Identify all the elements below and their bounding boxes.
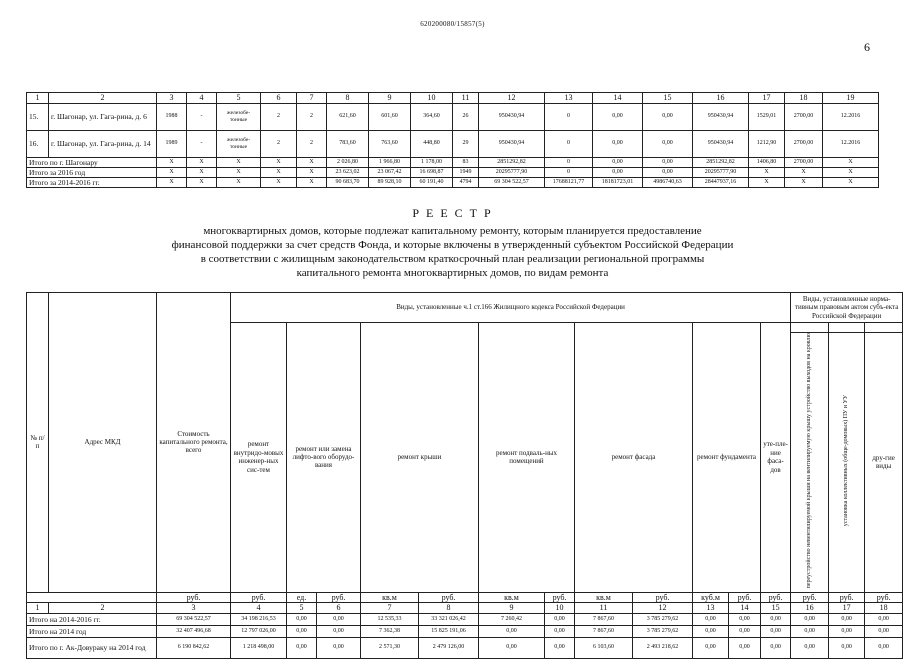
table-cell: 1988 xyxy=(157,103,187,130)
header-internal-systems: ремонт внутридо-мовых инженер-ных сис-тем xyxy=(231,323,287,593)
table-cell: 6 103,60 xyxy=(575,637,633,658)
table-cell: 7 867,60 xyxy=(575,625,633,637)
table-cell: X xyxy=(217,157,261,167)
table-cell: 2 026,80 xyxy=(327,157,369,167)
table-cell: 16 xyxy=(791,603,829,614)
table-cell: 950430,94 xyxy=(693,103,749,130)
table-cell: 0 xyxy=(545,130,593,157)
table-row xyxy=(27,167,879,177)
table-cell: X xyxy=(217,167,261,177)
table-cell: 2 xyxy=(261,103,297,130)
table-cell: 0,00 xyxy=(791,613,829,625)
table-cell: 17 xyxy=(829,603,865,614)
table-cell: руб. xyxy=(157,592,231,603)
table-cell: 0,00 xyxy=(593,167,643,177)
table-cell: 9 xyxy=(369,93,411,104)
table-cell: железобе-тонные xyxy=(217,130,261,157)
table-cell: 1 xyxy=(27,603,49,614)
table-cell: 1529,01 xyxy=(749,103,785,130)
document-number: 620200080/15857(5) xyxy=(420,20,485,28)
table-cell: 5 xyxy=(217,93,261,104)
table-cell: X xyxy=(823,157,879,167)
table-cell: 69 304 522,57 xyxy=(479,177,545,187)
table-cell: Итого на 2014 год xyxy=(27,625,157,637)
header-roof: ремонт крыши xyxy=(361,323,479,593)
table-cell: 16 698,87 xyxy=(411,167,453,177)
table-cell: X xyxy=(297,167,327,177)
table-cell: Итого за 2016 год xyxy=(27,167,157,177)
table-cell: 0,00 xyxy=(865,613,903,625)
table-cell: 2700,00 xyxy=(785,130,823,157)
table-cell: руб. xyxy=(761,592,791,603)
table-cell: руб. xyxy=(231,592,287,603)
table-cell: 11 xyxy=(453,93,479,104)
table-cell: 8 xyxy=(327,93,369,104)
table-cell: 0,00 xyxy=(729,613,761,625)
table-cell: 0,00 xyxy=(317,625,361,637)
registry-subtitle-line: в соответствии с жилищным законодательством краткосрочный план реализации региональной программы xyxy=(200,253,705,265)
table-cell: 34 198 216,53 xyxy=(231,613,287,625)
page-number: 6 xyxy=(864,40,870,54)
table-cell: 0,00 xyxy=(545,613,575,625)
registry-subtitle-line: многоквартирных домов, которые подлежат капитальному ремонту, которым планируется предоставление xyxy=(203,225,702,237)
table-cell: X xyxy=(157,157,187,167)
table-cell: X xyxy=(217,177,261,187)
header-num: № п/п xyxy=(27,293,49,593)
table-cell: - xyxy=(187,103,217,130)
table-cell: 12.2016 xyxy=(823,130,879,157)
header-address: Адрес МКД xyxy=(49,293,157,593)
table-cell: 15. xyxy=(27,103,49,130)
table-cell: 950430,94 xyxy=(479,103,545,130)
table-cell: 0,00 xyxy=(829,613,865,625)
table-cell: 12 xyxy=(479,93,545,104)
table-cell: 1949 xyxy=(453,167,479,177)
table-cell: 0,00 xyxy=(593,103,643,130)
table-cell: 7 xyxy=(297,93,327,104)
table-cell: X xyxy=(157,177,187,187)
table-cell: руб. xyxy=(419,592,479,603)
table-cell: 0,00 xyxy=(693,625,729,637)
table-cell: 32 407 496,68 xyxy=(157,625,231,637)
table-cell: 0,00 xyxy=(791,637,829,658)
table-cell: 0,00 xyxy=(693,637,729,658)
table-cell: 2 479 126,00 xyxy=(419,637,479,658)
table-cell: 23 067,42 xyxy=(369,167,411,177)
table-cell: - xyxy=(187,130,217,157)
table-cell: 0,00 xyxy=(287,625,317,637)
table-cell: 2700,00 xyxy=(785,103,823,130)
table-cell xyxy=(27,592,157,603)
table-cell: 18 xyxy=(865,603,903,614)
table-cell: 0,00 xyxy=(287,613,317,625)
table-cell: руб. xyxy=(791,592,829,603)
table-cell: 0,00 xyxy=(643,103,693,130)
registry-subtitle-line: финансовой поддержки за счет средств Фонда, и которые включены в утвержденный субъектом Российской Федерации xyxy=(171,239,734,251)
table-cell: 23 623,02 xyxy=(327,167,369,177)
header-group-regional: Виды, установленные норма-тивным правовым актом субъ-екта Российской Федерации xyxy=(791,293,903,323)
houses-table xyxy=(26,92,879,188)
table-cell: 6 xyxy=(261,93,297,104)
table-cell: 0,00 xyxy=(593,130,643,157)
table-cell: 4986740,63 xyxy=(643,177,693,187)
table-cell: X xyxy=(297,177,327,187)
table-cell: 1 178,00 xyxy=(411,157,453,167)
table-cell: 9 xyxy=(479,603,545,614)
table-row xyxy=(27,157,879,167)
table-cell: 12.2016 xyxy=(823,103,879,130)
table-cell: ед. xyxy=(287,592,317,603)
table-cell: 0,00 xyxy=(545,625,575,637)
table-cell: 2 xyxy=(297,103,327,130)
table-cell: 7 362,38 xyxy=(361,625,419,637)
table-cell: 0,00 xyxy=(479,625,545,637)
table-cell: 14 xyxy=(593,93,643,104)
repair-types-table xyxy=(26,292,903,659)
table-cell: 16 xyxy=(693,93,749,104)
table-cell: X xyxy=(749,167,785,177)
table-cell: 0 xyxy=(545,157,593,167)
table-cell: Итого по г. Ак-Довураку на 2014 год xyxy=(27,637,157,658)
table-cell: 20295777,90 xyxy=(693,167,749,177)
table-cell: X xyxy=(297,157,327,167)
table-cell: 5 xyxy=(287,603,317,614)
table-cell: г. Шагонар, ул. Гага-рина, д. 14 xyxy=(49,130,157,157)
table-cell: 0,00 xyxy=(865,637,903,658)
table-cell: X xyxy=(261,157,297,167)
table-cell: г. Шагонар, ул. Гага-рина, д. 6 xyxy=(49,103,157,130)
header-roof-conversion: переустройство невентилируемой крыши на вентилируемую крышу устройство выходов на кровлю xyxy=(806,333,813,589)
table-cell: 7 xyxy=(361,603,419,614)
table-cell: X xyxy=(749,177,785,187)
table-cell: X xyxy=(187,157,217,167)
table-row xyxy=(27,177,879,187)
header-basement: ремонт подваль-ных помещений xyxy=(479,323,575,593)
table-cell: 60 191,40 xyxy=(411,177,453,187)
table-cell: 0,00 xyxy=(829,637,865,658)
table-row xyxy=(27,103,879,130)
table-cell: 0,00 xyxy=(693,613,729,625)
table-cell: руб. xyxy=(633,592,693,603)
table-cell: X xyxy=(157,167,187,177)
table-cell: 20295777,90 xyxy=(479,167,545,177)
header-cost: Стоимость капитального ремонта, всего xyxy=(157,293,231,593)
table-cell: 2700,00 xyxy=(785,157,823,167)
table-cell: 0,00 xyxy=(317,613,361,625)
table-cell: 0,00 xyxy=(729,637,761,658)
table-cell: 15 xyxy=(761,603,791,614)
table-cell: 26 xyxy=(453,103,479,130)
table-cell: 0,00 xyxy=(479,637,545,658)
table-cell: 6 190 842,62 xyxy=(157,637,231,658)
table-cell: 33 321 026,42 xyxy=(419,613,479,625)
table-cell: 0 xyxy=(545,103,593,130)
table-cell: 3 785 279,62 xyxy=(633,613,693,625)
table-cell: X xyxy=(261,177,297,187)
table-cell: 0,00 xyxy=(761,613,791,625)
registry-heading: Р Е Е С Т Р xyxy=(412,206,493,220)
table-cell: 0,00 xyxy=(545,637,575,658)
table-cell: X xyxy=(187,177,217,187)
table-cell: 89 928,10 xyxy=(369,177,411,187)
table-cell: 3 xyxy=(157,603,231,614)
table-cell: X xyxy=(785,177,823,187)
table-cell: 10 xyxy=(411,93,453,104)
table-cell: 1 xyxy=(27,93,49,104)
header-elevator: ремонт или замена лифто-вого оборудо-вания xyxy=(287,323,361,593)
table-cell: 0,00 xyxy=(729,625,761,637)
table-cell: 10 xyxy=(545,603,575,614)
table-cell: 2 xyxy=(297,130,327,157)
units-row xyxy=(27,592,903,603)
table-cell: 16. xyxy=(27,130,49,157)
table-cell: 4794 xyxy=(453,177,479,187)
table-cell: железобе-тонные xyxy=(217,103,261,130)
table-cell: 448,80 xyxy=(411,130,453,157)
registry-title xyxy=(130,206,775,280)
header-other: дру-гие виды xyxy=(865,333,903,593)
table-cell: 0,00 xyxy=(761,625,791,637)
table-cell: 0,00 xyxy=(643,130,693,157)
table-cell: 0,00 xyxy=(791,625,829,637)
table-cell: 0,00 xyxy=(761,637,791,658)
table-cell: 2 571,30 xyxy=(361,637,419,658)
table-cell: 69 304 522,57 xyxy=(157,613,231,625)
table-cell: 2851292,82 xyxy=(479,157,545,167)
table-cell: Итого за 2014-2016 гг. xyxy=(27,177,157,187)
table-cell: X xyxy=(785,167,823,177)
table-cell: 15 xyxy=(643,93,693,104)
table-cell: руб. xyxy=(317,592,361,603)
table-cell: 4 xyxy=(231,603,287,614)
column-numbers-row xyxy=(27,93,879,104)
table-cell: 1212,90 xyxy=(749,130,785,157)
table-cell: кв.м xyxy=(479,592,545,603)
table-cell: 2 xyxy=(261,130,297,157)
header-insulation: уте-пле-ние фаса-дов xyxy=(761,323,791,593)
table-cell: 364,60 xyxy=(411,103,453,130)
table-cell: 0 xyxy=(545,167,593,177)
header-group-housing-code: Виды, установленные ч.1 ст.166 Жилищного кодекса Российской Федерации xyxy=(231,293,791,323)
table-cell: 13 xyxy=(545,93,593,104)
table-cell: 0,00 xyxy=(287,637,317,658)
table-cell: Итого на 2014-2016 гг. xyxy=(27,613,157,625)
table-cell: 2 xyxy=(49,93,157,104)
table-cell: 29 xyxy=(453,130,479,157)
table-cell: 3 785 279,62 xyxy=(633,625,693,637)
table-cell: 0,00 xyxy=(865,625,903,637)
table-cell: руб. xyxy=(729,592,761,603)
table-cell: 950430,94 xyxy=(693,130,749,157)
table-cell: X xyxy=(823,167,879,177)
table-cell: Итого по г. Шагонару xyxy=(27,157,157,167)
table-cell: 12 535,33 xyxy=(361,613,419,625)
table-cell: 12 xyxy=(633,603,693,614)
table-cell: 13 xyxy=(693,603,729,614)
table-cell: кв.м xyxy=(361,592,419,603)
table-row xyxy=(27,613,903,625)
table-cell: 763,60 xyxy=(369,130,411,157)
table-cell: руб. xyxy=(865,592,903,603)
table-cell: 14 xyxy=(729,603,761,614)
table-cell: 1 218 498,00 xyxy=(231,637,287,658)
table-cell: 7 867,60 xyxy=(575,613,633,625)
table-cell: 6 xyxy=(317,603,361,614)
table-cell: 2 xyxy=(49,603,157,614)
table-cell: 90 683,70 xyxy=(327,177,369,187)
table-cell: кв.м xyxy=(575,592,633,603)
table-cell: 15 825 191,06 xyxy=(419,625,479,637)
table-cell: 0,00 xyxy=(317,637,361,658)
table-row xyxy=(27,130,879,157)
table-cell: 12 797 026,00 xyxy=(231,625,287,637)
table-cell: 28447937,16 xyxy=(693,177,749,187)
table-row xyxy=(27,637,903,658)
table-cell: 621,60 xyxy=(327,103,369,130)
table-cell: 601,60 xyxy=(369,103,411,130)
table-cell: 83 xyxy=(453,157,479,167)
table-row xyxy=(27,625,903,637)
table-cell: X xyxy=(261,167,297,177)
table-cell: руб. xyxy=(545,592,575,603)
table-cell: 18181723,01 xyxy=(593,177,643,187)
column-numbers-row xyxy=(27,603,903,614)
table-cell: 17 xyxy=(749,93,785,104)
table-cell: 950430,94 xyxy=(479,130,545,157)
table-cell: 0,00 xyxy=(829,625,865,637)
table-cell: руб. xyxy=(829,592,865,603)
table-cell: 0,00 xyxy=(643,167,693,177)
table-cell: 2851292,82 xyxy=(693,157,749,167)
table-cell: 17688121,77 xyxy=(545,177,593,187)
table-cell: 4 xyxy=(187,93,217,104)
table-cell: 2 493 218,62 xyxy=(633,637,693,658)
table-cell: X xyxy=(823,177,879,187)
table-cell: 7 260,42 xyxy=(479,613,545,625)
table-cell: 0,00 xyxy=(593,157,643,167)
table-cell: 11 xyxy=(575,603,633,614)
table-cell: 1989 xyxy=(157,130,187,157)
table-cell: 1 966,80 xyxy=(369,157,411,167)
table-cell: 19 xyxy=(823,93,879,104)
table-cell: 1406,80 xyxy=(749,157,785,167)
header-facade: ремонт фасада xyxy=(575,323,693,593)
table-cell: 0,00 xyxy=(643,157,693,167)
header-meters: установка коллективных (обще-домовых) ПУ и УУ xyxy=(843,395,850,527)
registry-subtitle-line: капитального ремонта многоквартирных домов, по видам ремонта xyxy=(296,267,609,279)
header-foundation: ремонт фундамента xyxy=(693,323,761,593)
table-cell: 18 xyxy=(785,93,823,104)
table-cell: куб.м xyxy=(693,592,729,603)
table-cell: 3 xyxy=(157,93,187,104)
table-cell: 783,60 xyxy=(327,130,369,157)
table-cell: 8 xyxy=(419,603,479,614)
table-cell: X xyxy=(187,167,217,177)
